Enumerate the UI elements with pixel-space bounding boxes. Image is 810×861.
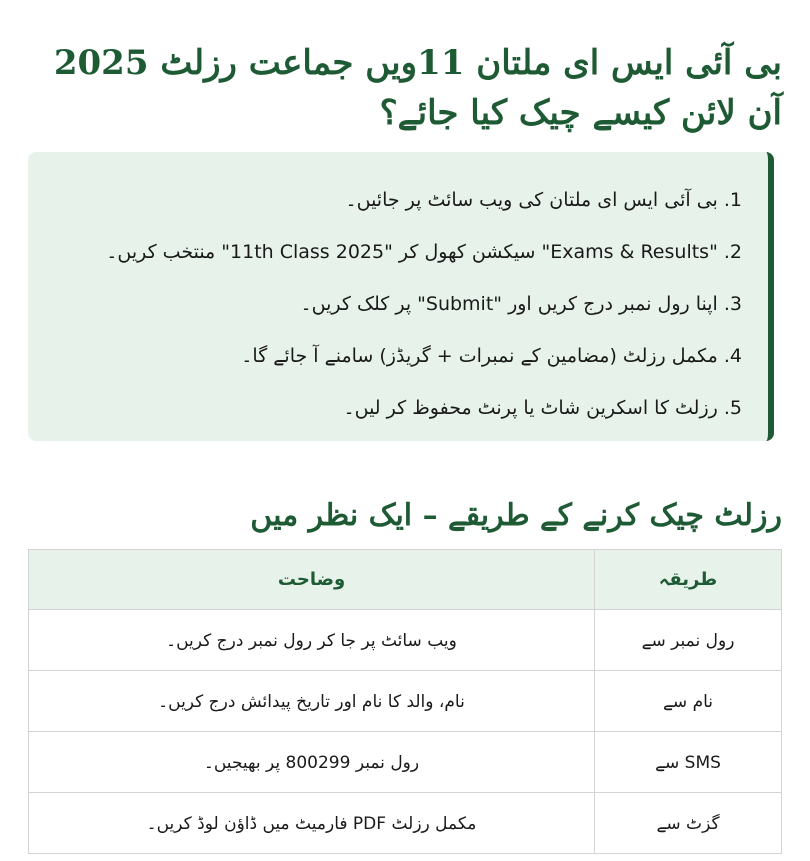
- header-description: وضاحت: [29, 550, 595, 610]
- methods-table: [28, 549, 782, 854]
- table-row: [29, 671, 782, 732]
- page-heading: بی آئی ایس ای ملتان 11ویں جماعت رزلٹ 2025 آن لائن کیسے چیک کیا جائے؟: [53, 43, 782, 133]
- method-cell: گزٹ سے: [595, 793, 782, 854]
- method-cell: نام سے: [595, 671, 782, 732]
- description-cell: رول نمبر 800299 پر بھیجیں۔: [29, 732, 595, 793]
- description-cell: مکمل رزلٹ PDF فارمیٹ میں ڈاؤن لوڈ کریں۔: [29, 793, 595, 854]
- table-row: [29, 732, 782, 793]
- description-cell: ویب سائٹ پر جا کر رول نمبر درج کریں۔: [29, 610, 595, 671]
- steps-box: [28, 152, 774, 441]
- step-item: 4. مکمل رزلٹ (مضامین کے نمبرات + گریڈز) سامنے آ جائے گا۔: [241, 345, 742, 367]
- step-item: 5. رزلٹ کا اسکرین شاٹ یا پرنٹ محفوظ کر لیں۔: [343, 397, 742, 419]
- table-row: [29, 610, 782, 671]
- method-cell: SMS سے: [595, 732, 782, 793]
- table-header-row: [29, 550, 782, 610]
- step-item: 3. اپنا رول نمبر درج کریں اور "Submit" پر کلک کریں۔: [300, 293, 742, 315]
- section-subheading: رزلٹ چیک کرنے کے طریقے – ایک نظر میں: [250, 498, 782, 533]
- step-item: 2. "Exams & Results" سیکشن کھول کر "11th Class 2025" منتخب کریں۔: [106, 241, 742, 263]
- table-row: [29, 793, 782, 854]
- method-cell: رول نمبر سے: [595, 610, 782, 671]
- description-cell: نام، والد کا نام اور تاریخ پیدائش درج کریں۔: [29, 671, 595, 732]
- step-item: 1. بی آئی ایس ای ملتان کی ویب سائٹ پر جائیں۔: [345, 189, 742, 211]
- header-method: طریقہ: [595, 550, 782, 610]
